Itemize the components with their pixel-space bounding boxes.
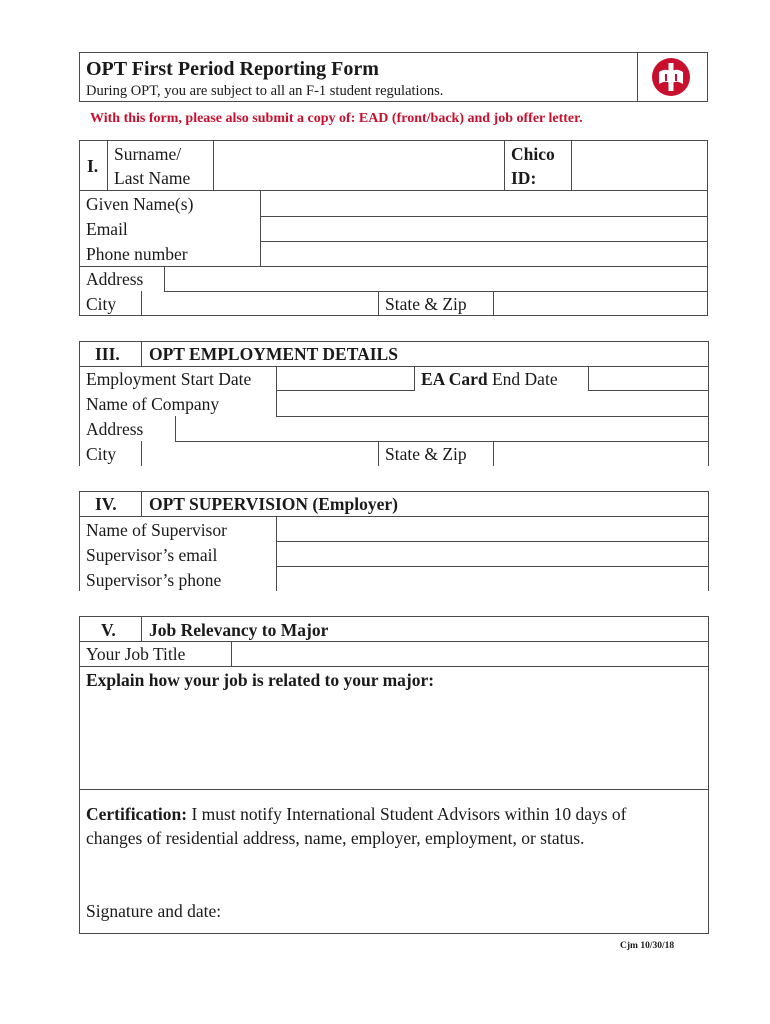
employer-city-field[interactable] [142,442,378,466]
given-name-field[interactable] [261,191,707,216]
section-title-relevancy: Job Relevancy to Major [149,620,329,640]
city-field[interactable] [142,292,378,316]
end-date-text: End Date [487,369,558,389]
surname-label: Surname/ [114,144,182,164]
phone-label: Phone number [86,244,188,264]
phone-field[interactable] [261,242,707,266]
company-label: Name of Company [86,394,220,414]
employer-address-field[interactable] [176,417,707,441]
surname-field[interactable] [214,141,504,190]
city-label: City [86,294,117,314]
ead-end-date-field[interactable] [589,367,707,390]
explanation-field[interactable] [80,692,707,788]
section-title-supervision: OPT SUPERVISION (Employer) [149,494,398,514]
supervisor-phone-field[interactable] [277,567,707,591]
supervisor-name-field[interactable] [277,517,707,541]
company-field[interactable] [277,391,707,416]
supervisor-name-label: Name of Supervisor [86,520,227,540]
section-number-1: I. [87,156,99,176]
ea-card-text: EA Card [421,369,488,389]
certification-label: Certification: [86,804,188,824]
page-title: OPT First Period Reporting Form [86,58,379,80]
employer-city-label: City [86,444,117,464]
signature-field[interactable] [245,895,705,927]
section-number-5: V. [101,620,116,640]
job-title-field[interactable] [232,642,707,666]
address-field[interactable] [165,267,707,291]
email-field[interactable] [261,217,707,241]
signature-label: Signature and date: [86,901,222,921]
surname-label-2: Last Name [114,168,191,188]
supervisor-email-field[interactable] [277,542,707,566]
start-date-label: Employment Start Date [86,369,252,389]
attachment-notice: With this form, please also submit a copy of: EAD (front/back) and job offer letter. [90,111,583,126]
section-number-3: III. [95,344,120,364]
address-label: Address [86,269,144,289]
explain-label: Explain how your job is related to your major: [86,670,435,690]
email-label: Email [86,219,128,239]
state-zip-field[interactable] [494,292,707,316]
employer-state-zip-label: State & Zip [385,444,467,464]
supervisor-phone-label: Supervisor’s phone [86,570,222,590]
certification-text: I must notify International Student Advisors within 10 days of [187,804,627,824]
section-number-4: IV. [95,494,117,514]
start-date-field[interactable] [277,367,414,390]
page-subtitle: During OPT, you are subject to all an F-1 student regulations. [86,83,444,99]
employer-state-zip-field[interactable] [494,442,707,466]
chico-id-label: Chico [511,144,555,164]
certification-line-2: changes of residential address, name, employer, employment, or status. [86,828,585,848]
employer-address-label: Address [86,419,144,439]
section-title-employment: OPT EMPLOYMENT DETAILS [149,344,398,364]
ead-end-date-label [421,369,558,389]
form-version-code: Cjm 10/30/18 [620,941,675,951]
chico-id-label-2: ID: [511,168,537,188]
university-seal-icon [651,57,691,97]
supervisor-email-label: Supervisor’s email [86,545,218,565]
chico-id-field[interactable] [572,141,707,190]
job-title-label: Your Job Title [86,644,186,664]
state-zip-label: State & Zip [385,294,467,314]
given-name-label: Given Name(s) [86,194,194,214]
certification-line-1 [86,804,626,824]
